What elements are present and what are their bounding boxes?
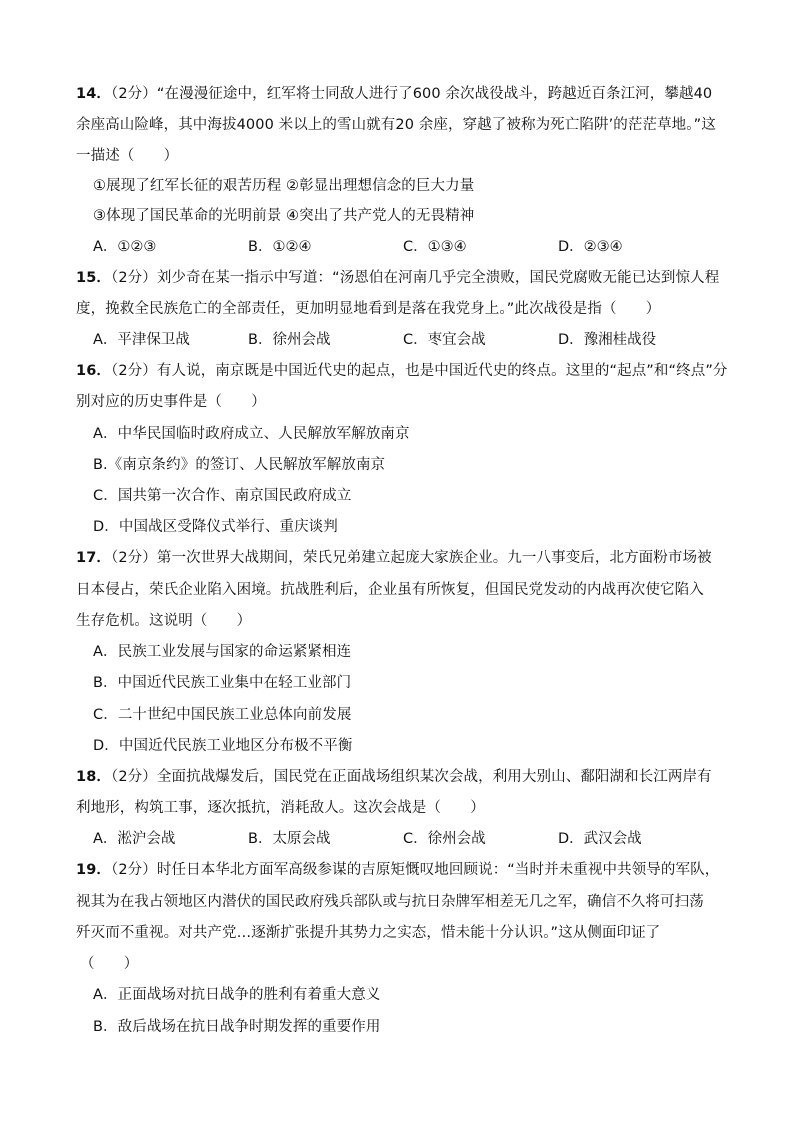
question-16-line-1 xyxy=(76,361,726,381)
option-a[interactable]: A．淞沪会战 xyxy=(93,831,176,847)
option-d[interactable]: D．中国近代民族工业地区分布极不平衡 xyxy=(93,738,353,754)
option-c[interactable]: C．枣宜会战 xyxy=(403,332,486,348)
question-number: 18 xyxy=(76,769,97,785)
question-19-line-1 xyxy=(76,860,726,880)
option-d[interactable]: D．武汉会战 xyxy=(558,831,642,847)
option-a[interactable]: A．平津保卫战 xyxy=(93,332,190,348)
option-a[interactable]: A．正面战场对抗日战争的胜利有着重大意义 xyxy=(93,987,381,1003)
question-number: 17 xyxy=(76,550,97,566)
option-d[interactable]: D．豫湘桂战役 xyxy=(558,332,657,348)
question-text: 有人说，南京既是中国近代史的起点，也是中国近代史的终点。这里的“起点”和“终点”分 xyxy=(156,363,728,379)
question-text: “在漫漫征途中，红军将士同敌人进行了600 余次战役战斗，跨越近百条江河，攀越40 xyxy=(156,86,713,102)
question-number-dot: ． xyxy=(96,270,111,286)
question-text: （ ） xyxy=(80,956,139,972)
option-d[interactable]: D．中国战区受降仪式举行、重庆谈判 xyxy=(93,519,338,535)
question-text: 一描述（ ） xyxy=(76,148,179,164)
question-number: 16 xyxy=(76,363,97,379)
question-text: 余座高山险峰，其中海拔4000 米以上的雪山就有20 余座，穿越了被称为死亡陷阱’的茫茫草地。”这 xyxy=(76,117,716,133)
question-15-line-1 xyxy=(76,268,726,288)
question-number-dot: ． xyxy=(96,862,111,878)
question-number-dot: ． xyxy=(96,769,111,785)
question-number: 14 xyxy=(76,86,97,102)
statement-line: ①展现了红军长征的艰苦历程 ②彰显出理想信念的巨大力量 xyxy=(93,178,475,194)
question-text: 全面抗战爆发后，国民党在正面战场组织某次会战，利用大别山、鄱阳湖和长江两岸有 xyxy=(156,769,712,785)
question-score: （2分） xyxy=(111,550,157,566)
question-text: 歼灭而不重视。对共产党…逐渐扩张提升其势力之实态，惜未能十分认识。”这从侧面印证了 xyxy=(76,925,661,941)
option-b[interactable]: B．①②④ xyxy=(248,239,312,255)
question-text: 度，挽救全民族危亡的全部责任，更加明显地看到是落在我党身上。”此次战役是指（ ） xyxy=(76,301,661,317)
question-text: 日本侵占，荣氏企业陷入困境。抗战胜利后，企业虽有所恢复，但国民党发动的内战再次使它陷入 xyxy=(76,582,704,598)
question-text: 刘少奇在某一指示中写道：“汤恩伯在河南几乎完全溃败，国民党腐败无能已达到惊人程 xyxy=(156,270,720,286)
option-c[interactable]: C．徐州会战 xyxy=(403,831,486,847)
option-a[interactable]: A．①②③ xyxy=(93,239,157,255)
question-score: （2分） xyxy=(111,270,157,286)
question-14-line-1 xyxy=(76,84,726,104)
option-b[interactable]: B．徐州会战 xyxy=(248,332,331,348)
option-b[interactable]: B．敌后战场在抗日战争时期发挥的重要作用 xyxy=(93,1019,381,1035)
question-text: 生存危机。这说明（ ） xyxy=(76,613,252,629)
statement-line: ③体现了国民革命的光明前景 ④突出了共产党人的无畏精神 xyxy=(93,208,475,224)
question-text: 第一次世界大战期间，荣氏兄弟建立起庞大家族企业。九一八事变后，北方面粉市场被 xyxy=(156,550,712,566)
option-c[interactable]: C．①③④ xyxy=(403,239,467,255)
option-b[interactable]: B．太原会战 xyxy=(248,831,331,847)
question-text: 时任日本华北方面军高级参谋的吉原矩慨叹地回顾说：“当时并未重视中共领导的军队， xyxy=(156,862,720,878)
question-number: 19 xyxy=(76,862,97,878)
option-c[interactable]: C．国共第一次合作、南京国民政府成立 xyxy=(93,488,352,504)
option-a[interactable]: A．中华民国临时政府成立、人民解放军解放南京 xyxy=(93,426,410,442)
option-b[interactable]: B.《南京条约》的签订、人民解放军解放南京 xyxy=(93,457,386,473)
question-number-dot: ． xyxy=(96,86,111,102)
question-score: （2分） xyxy=(111,769,157,785)
option-a[interactable]: A．民族工业发展与国家的命运紧紧相连 xyxy=(93,644,352,660)
question-number: 15 xyxy=(76,270,97,286)
question-score: （2分） xyxy=(111,86,157,102)
option-b[interactable]: B．中国近代民族工业集中在轻工业部门 xyxy=(93,675,352,691)
question-text: 别对应的历史事件是（ ） xyxy=(76,394,266,410)
question-number-dot: ． xyxy=(96,363,111,379)
question-score: （2分） xyxy=(111,363,157,379)
question-text: 利地形，构筑工事，逐次抵抗，消耗敌人。这次会战是（ ） xyxy=(76,800,485,816)
question-18-line-1 xyxy=(76,767,726,787)
question-text: 视其为在我占领地区内潜伏的国民政府残兵部队或与抗日杂牌军相差无几之军，确信不久将可扫荡 xyxy=(76,894,704,910)
option-c[interactable]: C．二十世纪中国民族工业总体向前发展 xyxy=(93,707,352,723)
question-score: （2分） xyxy=(111,862,157,878)
option-d[interactable]: D．②③④ xyxy=(558,239,623,255)
question-number-dot: ． xyxy=(96,550,111,566)
question-17-line-1 xyxy=(76,548,726,568)
